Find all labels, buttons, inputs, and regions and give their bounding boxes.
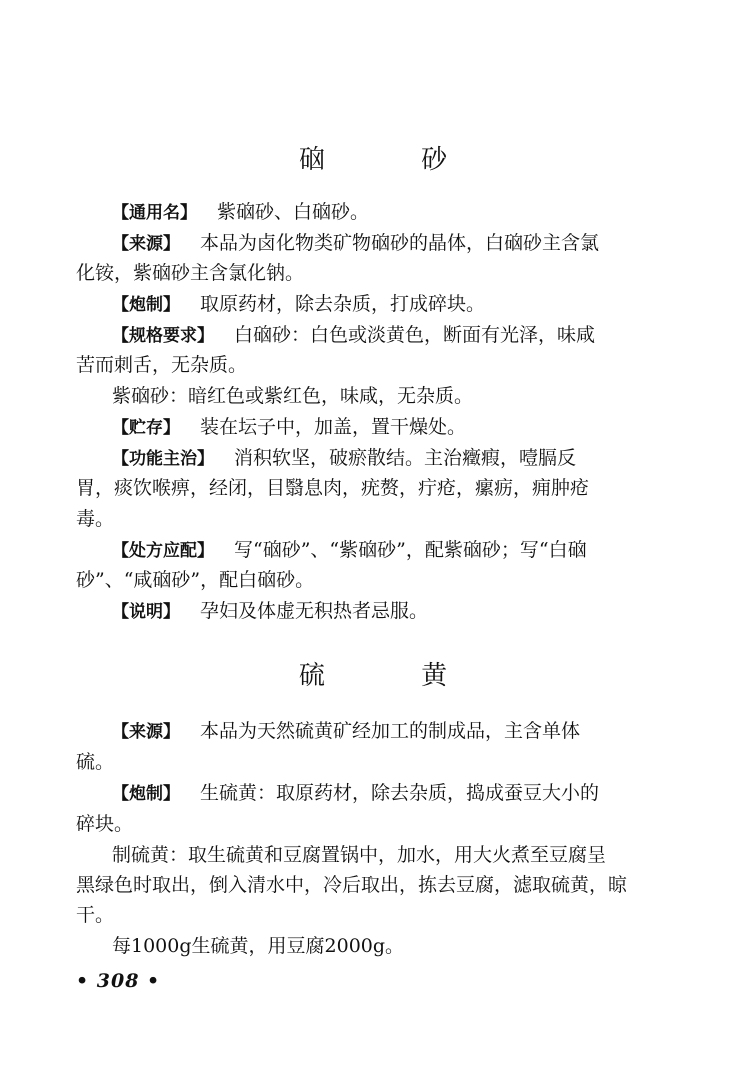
label-function: 【功能主治】	[112, 449, 214, 469]
text-processing-2-b: 碎块。	[76, 813, 134, 835]
text-source-b: 化铵，紫硇砂主含氯化钠。	[76, 262, 305, 284]
label-source-2: 【来源】	[112, 722, 180, 742]
text-source-2-a: 本品为天然硫黄矿经加工的制成品，主含单体	[200, 720, 581, 742]
page-number: • 308 •	[76, 970, 161, 992]
text-prepared-sulfur-a: 制硫黄：取生硫黄和豆腐置锅中，加水，用大火煮至豆腐呈	[112, 844, 607, 866]
entry-storage	[112, 412, 642, 444]
section-title-liuhuang: 硫 黄	[298, 661, 492, 691]
text-specification-a: 白硇砂：白色或淡黄色，断面有光泽，味咸	[234, 324, 596, 346]
entry-specification	[112, 320, 642, 352]
section-title-naosha: 硇 砂	[298, 145, 492, 175]
entry-processing-2	[112, 778, 642, 810]
text-storage: 装在坛子中，加盖，置干燥处。	[200, 416, 467, 438]
label-specification: 【规格要求】	[112, 326, 214, 346]
text-common-name: 紫硇砂、白硇砂。	[217, 201, 370, 223]
text-purple-naosha: 紫硇砂：暗红色或紫红色，味咸，无杂质。	[112, 385, 474, 407]
label-common-name: 【通用名】	[112, 203, 197, 223]
text-function-a: 消积软坚，破瘀散结。主治癥瘕，噎膈反	[234, 447, 577, 469]
text-prescription-a: 写“硇砂”、“紫硇砂”，配紫硇砂；写“白硇	[234, 539, 587, 561]
text-specification-b: 苦而刺舌，无杂质。	[76, 354, 248, 376]
text-ratio: 每1000g生硫黄，用豆腐2000g。	[112, 935, 405, 957]
text-processing: 取原药材，除去杂质，打成碎块。	[200, 293, 486, 315]
entry-source	[112, 228, 642, 260]
text-prepared-sulfur-c: 干。	[76, 904, 115, 926]
entry-common-name	[112, 197, 642, 229]
label-note: 【说明】	[112, 602, 180, 622]
text-source-2-b: 硫。	[76, 751, 115, 773]
entry-prescription	[112, 535, 642, 567]
entry-processing	[112, 289, 642, 321]
text-function-b: 胃，痰饮喉痹，经闭，目翳息肉，疣赘，疔疮，瘰疬，痈肿疮	[76, 477, 590, 499]
text-note: 孕妇及体虚无积热者忌服。	[200, 600, 429, 622]
entry-function	[112, 443, 642, 475]
entry-source-2	[112, 716, 642, 748]
text-prescription-b: 砂”、“咸硇砂”，配白硇砂。	[76, 569, 315, 591]
label-processing-2: 【炮制】	[112, 784, 180, 804]
text-source-a: 本品为卤化物类矿物硇砂的晶体，白硇砂主含氯	[200, 232, 600, 254]
label-processing: 【炮制】	[112, 295, 180, 315]
text-prepared-sulfur-b: 黑绿色时取出，倒入清水中，冷后取出，拣去豆腐，滤取硫黄，晾	[76, 874, 628, 896]
label-source: 【来源】	[112, 234, 180, 254]
text-function-c: 毒。	[76, 508, 115, 530]
label-prescription: 【处方应配】	[112, 541, 214, 561]
entry-note	[112, 596, 642, 628]
label-storage: 【贮存】	[112, 418, 180, 438]
text-processing-2-a: 生硫黄：取原药材，除去杂质，捣成蚕豆大小的	[200, 782, 600, 804]
